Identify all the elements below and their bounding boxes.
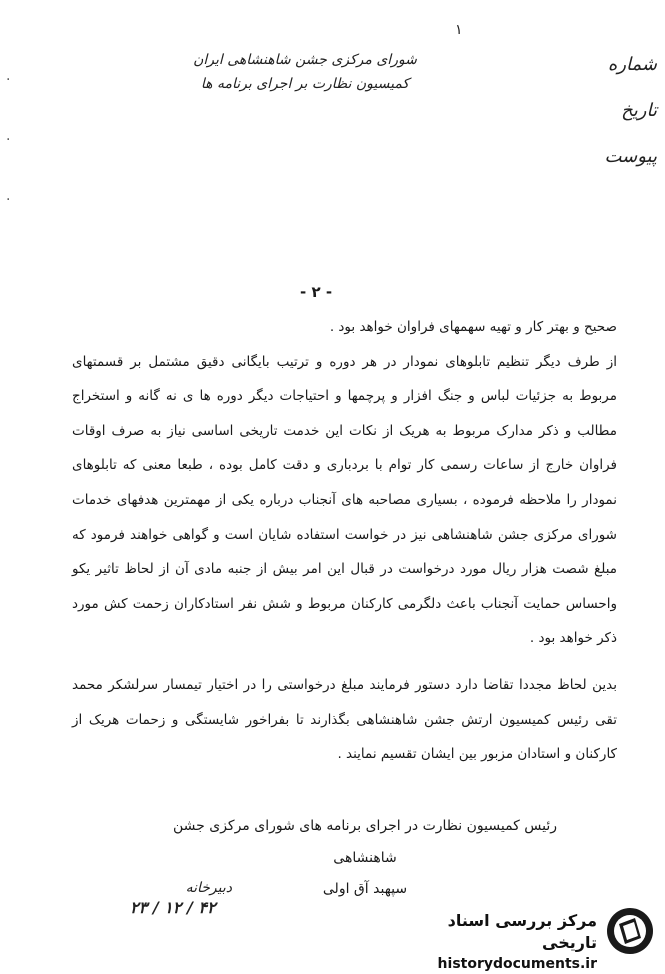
letterhead-header (170, 48, 440, 96)
letter-body (72, 310, 617, 772)
handwritten-date: ۲۳ / ۱۲ / ۴۲ (130, 898, 216, 917)
watermark-name: مرکز بررسی اسناد تاریخی (447, 911, 597, 952)
paragraph-3: بدین لحاظ مجددا تقاضا دارد دستور فرمایند مبلغ درخواستی را در اختیار تیمسار سرلشکر محمد تقی رئیس کمیسیون ارتش جشن شاهنشاهی بگذارند تا بفراخور شایستگی و زحمات هریک از کارکنان و استادان مزبور بین ایشان تقسیم نمایند . (72, 676, 617, 763)
form-label-attachment: پیوست (604, 146, 657, 167)
header-line-1: شورای مرکزی جشن شاهنشاهی ایران (193, 52, 417, 68)
left-margin-marks: · · · (6, 72, 11, 208)
page-number: - ۲ - (300, 283, 333, 301)
paragraph-1: صحیح و بهتر کار و تهیه سهمهای فراوان خواهد بود . (329, 319, 617, 335)
paragraph-2: از طرف دیگر تنظیم تابلوهای نمودار در هر دوره و ترتیب بایگانی دقیق مشتمل بر قسمتهای مربوط به جزئیات لباس و جنگ افزار و پرچمها و احتیاجات دیگر دوره ها ی نه گانه و استخراج مطالب و ذکر مدارک مربوط به هریک از نکات این خدمت تاریخی اساسی نیاز به صرف اوقات فراوان خارج از ساعات رسمی کار توام با بردباری و دقت کامل بوده ، طبعا معنی که تابلوهای نمودار را ملاحظه فرموده ، بسیاری مصاحبه های آنجناب درباره یکی از مهمترین هدفهای خدمات شورای مرکزی جشن شاهنشاهی نیز در خواست استفاده شایان است و گواهی خواهند فرمود که مبلغ شصت هزار ریال مورد درخواست در قبال این امر بیش از جنبه مادی آن از لحاظ تاثیر یکو واحساس حمایت آنجناب باعث دلگرمی کارکنان مربوط و شش نفر استادکاران زحمت کش مورد ذکر خواهد بود . (72, 353, 617, 647)
form-label-number: شماره (607, 54, 657, 75)
watermark-url: historydocuments.ir (437, 956, 597, 972)
watermark (395, 902, 655, 972)
letterhead-form-labels (587, 42, 657, 180)
header-line-2: کمیسیون نظارت بر اجرای برنامه ها (200, 76, 410, 92)
top-mark: ۱ (455, 22, 463, 38)
signature-name: سپهبد آق اولی (322, 881, 408, 897)
handwritten-note: دبیرخانه (185, 880, 232, 896)
signature-title: رئیس کمیسیون نظارت در اجرای برنامه های شورای مرکزی جشن شاهنشاهی (172, 818, 558, 866)
watermark-text (395, 910, 597, 974)
archive-logo-icon (605, 906, 655, 956)
form-label-date: تاریخ (621, 100, 657, 121)
